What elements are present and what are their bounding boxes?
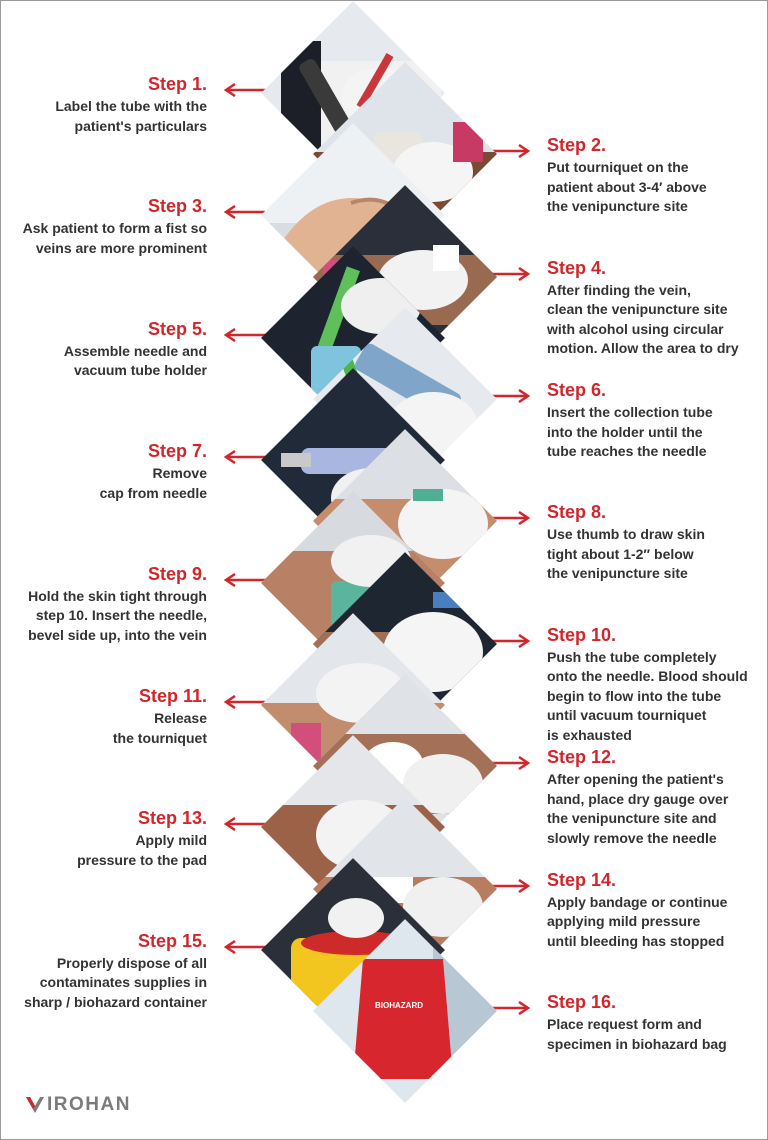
- step-9: [28, 561, 207, 646]
- step-title: Step 13.: [137, 808, 207, 829]
- step-description: After opening the patient's hand, place dry gauge over the venipuncture site and slowly remove the needle: [547, 771, 729, 846]
- step-15: [24, 928, 207, 1013]
- step-4: [547, 255, 739, 359]
- step-description: Apply mild pressure to the pad: [77, 832, 207, 868]
- step-title: Step 6.: [547, 380, 607, 400]
- step-12: [547, 744, 728, 848]
- step-title: Step 14.: [547, 869, 617, 890]
- biohazard-bag-label: BIOHAZARD: [375, 1001, 423, 1010]
- step-3: [23, 193, 207, 258]
- v-logo-icon: [25, 1096, 45, 1114]
- step-5: [64, 316, 207, 381]
- step-7: [100, 438, 207, 503]
- step-title: Step 1.: [147, 74, 207, 94]
- step-title: Step 5.: [147, 318, 207, 339]
- step-description: Put tourniquet on the patient about 3-4′ above the venipuncture site: [547, 159, 707, 215]
- step-description: After finding the vein, clean the venipuncture site with alcohol using circular motion. Allow the area to dry: [547, 281, 739, 357]
- step-description: Label the tube with the patient's particulars: [55, 98, 207, 134]
- step-1: [55, 71, 207, 136]
- step-title: Step 10.: [547, 624, 617, 645]
- step-description: Apply bandage or continue applying mild pressure until bleeding has stopped: [547, 893, 728, 949]
- step-title: Step 3.: [147, 196, 207, 217]
- step-description: Hold the skin tight through step 10. Insert the needle, bevel side up, into the vein: [28, 587, 207, 643]
- step-title: Step 16.: [547, 992, 617, 1012]
- step-description: Ask patient to form a fist so veins are more prominent: [22, 220, 207, 256]
- step-2: [547, 132, 707, 217]
- step-description: Use thumb to draw skin tight about 1-2″ below the venipuncture site: [547, 526, 705, 582]
- step-6: [547, 377, 713, 462]
- step-16: [547, 989, 727, 1054]
- step-title: Step 4.: [547, 257, 607, 278]
- step-description: Remove cap from needle: [99, 465, 207, 501]
- step-description: Insert the collection tube into the holder until the tube reaches the needle: [547, 404, 713, 459]
- step-13: [77, 805, 207, 870]
- step-description: Place request form and specimen in biohazard bag: [547, 1016, 727, 1052]
- step-14: [547, 867, 727, 952]
- step-description: Push the tube completely onto the needle. Blood should begin to flow into the tube until vacuum tourniquet is exhausted: [547, 648, 748, 743]
- step-8: [547, 499, 705, 584]
- step-title: Step 12.: [547, 747, 617, 768]
- step-title: Step 9.: [147, 563, 207, 584]
- step-title: Step 2.: [547, 135, 607, 156]
- step-title: Step 15.: [137, 930, 207, 951]
- step-description: Release the tourniquet: [112, 710, 207, 746]
- step-description: Properly dispose of all contaminates supplies in sharp / biohazard container: [24, 954, 207, 1010]
- step-description: Assemble needle and vacuum tube holder: [63, 342, 207, 379]
- step-title: Step 8.: [547, 502, 607, 523]
- step-title: Step 11.: [138, 686, 207, 706]
- step-11: [113, 683, 207, 748]
- step-title: Step 7.: [147, 441, 207, 462]
- step-10: [547, 622, 748, 746]
- brand-logo: [25, 1094, 131, 1116]
- brand-name: IROHAN: [47, 1094, 131, 1115]
